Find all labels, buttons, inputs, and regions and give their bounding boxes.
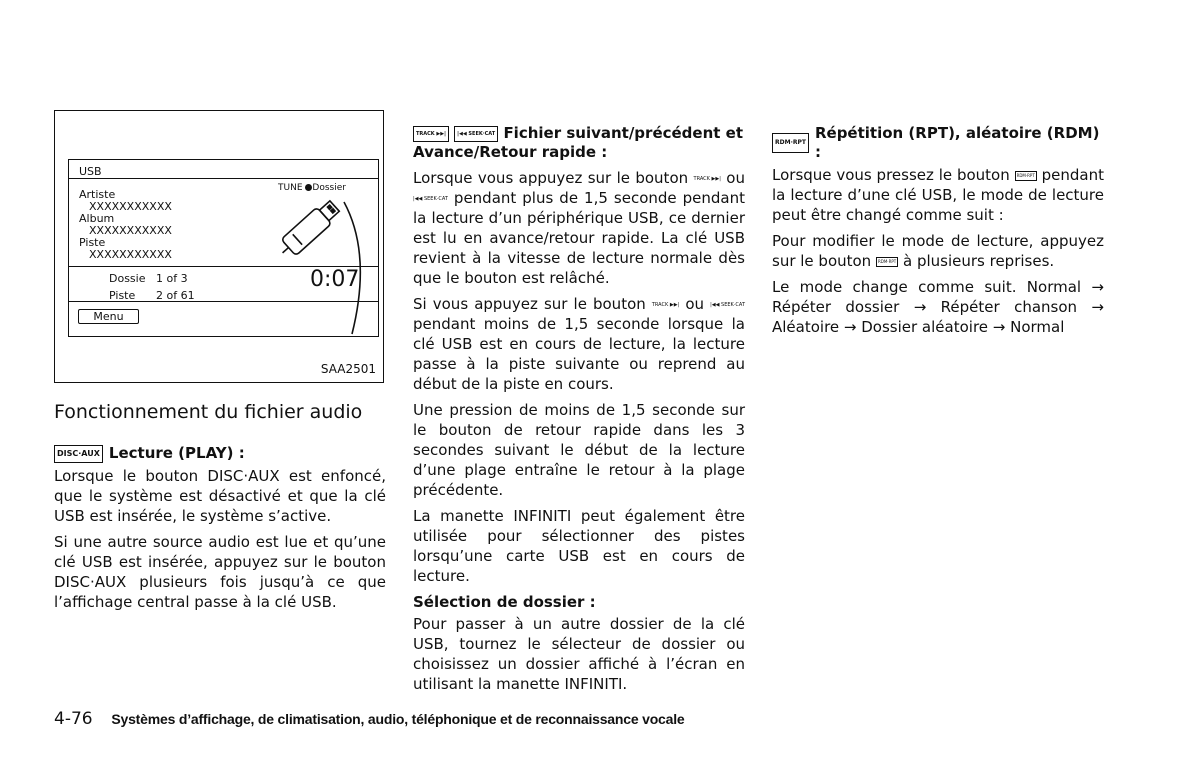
- seek-heading: Fichier suivant/précédent et Avance/Retour rapide :: [413, 124, 744, 161]
- folder-value: 1 of 3: [156, 272, 188, 285]
- column-3: [772, 124, 1104, 343]
- sub-heading: Sélection de dossier :: [413, 593, 596, 611]
- album-value: XXXXXXXXXXX: [89, 224, 172, 237]
- text: Lorsque vous appuyez sur le bouton: [413, 169, 689, 187]
- figure-code: SAA2501: [320, 362, 376, 376]
- text: Pour modifier le mode de lecture, appuyez sur le bouton: [772, 232, 1104, 270]
- paragraph: Si une autre source audio est lue et qu’une clé USB est insérée, appuyez sur le bouton DISC·AUX plusieurs fois jusqu’à ce que l’affichage central passe à la clé USB.: [54, 533, 386, 611]
- seek-prev-icon: |◀◀ SEEK·CAT: [413, 195, 448, 202]
- paragraph: Le mode change comme suit. Normal → Répéter dossier → Répéter chanson → Aléatoire → Dossier aléatoire → Normal: [772, 278, 1104, 336]
- paragraph: Une pression de moins de 1,5 seconde sur le bouton de retour rapide dans les 3 secondes suivant le début de la lecture d’une plage entraîne le retour à la plage précédente.: [413, 401, 745, 499]
- track-next-icon: TRACK ▶▶|: [693, 175, 721, 182]
- tune-label: TUNE: [278, 183, 303, 193]
- text: Si vous appuyez sur le bouton: [413, 295, 646, 313]
- track-label: Piste: [79, 236, 106, 249]
- text: pendant plus de 1,5 seconde pendant la lecture d’un périphérique USB, ce dernier est lu en avance/retour rapide. La clé USB revient à la vitesse de lecture normale dès que le bouton est relâché.: [413, 189, 745, 287]
- usb-display-figure: [54, 110, 384, 383]
- menu-button[interactable]: Menu: [78, 309, 139, 324]
- screen-title: USB: [79, 165, 102, 178]
- text: ou: [685, 295, 705, 313]
- track-next-icon: TRACK ▶▶|: [413, 126, 449, 142]
- rdm-rpt-button-icon: RDM·RPT: [876, 257, 898, 267]
- footer-title: Systèmes d’affichage, de climatisation, audio, téléphonique et de reconnaissance vocale: [111, 711, 685, 727]
- paragraph: [772, 165, 1104, 225]
- text: à plusieurs reprises.: [902, 252, 1055, 270]
- divider: [69, 301, 378, 302]
- elapsed-time: 0:07: [310, 267, 360, 292]
- paragraph: [413, 294, 745, 394]
- paragraph: [772, 231, 1104, 271]
- rdm-rpt-button-icon: RDM·RPT: [772, 133, 809, 153]
- play-heading-row: [54, 444, 386, 463]
- disc-aux-button-icon: DISC·AUX: [54, 445, 103, 463]
- section-title: Fonctionnement du fichier audio: [54, 401, 363, 423]
- divider: [69, 178, 378, 179]
- artist-label: Artiste: [79, 188, 116, 201]
- tune-indicator: [278, 183, 346, 193]
- piste-value: 2 of 61: [156, 289, 195, 302]
- paragraph: [413, 168, 745, 288]
- column-2: [413, 124, 745, 700]
- paragraph: Pour passer à un autre dossier de la clé USB, tournez le sélecteur de dossier ou choisissez un dossier affiché à l’écran en utilisant la manette INFINITI.: [413, 615, 745, 693]
- text: pendant moins de 1,5 seconde lorsque la clé USB est en cours de lecture, la lecture passe à la piste suivante ou reprend au début de la piste en cours.: [413, 315, 745, 393]
- seek-heading-row: [413, 124, 745, 162]
- album-label: Album: [79, 212, 115, 225]
- usb-screen: [68, 159, 379, 337]
- page-footer: [54, 709, 685, 729]
- paragraph: Lorsque le bouton DISC·AUX est enfoncé, que le système est désactivé et que la clé USB est insérée, le système s’active.: [54, 467, 386, 525]
- text: Lorsque vous pressez le bouton: [772, 166, 1010, 184]
- piste-label: Piste: [109, 289, 136, 302]
- rpt-heading: Répétition (RPT), aléatoire (RDM) :: [814, 124, 1100, 161]
- play-heading: Lecture (PLAY) :: [108, 444, 245, 462]
- page-number: 4-76: [54, 709, 93, 729]
- artist-value: XXXXXXXXXXX: [89, 200, 172, 213]
- text: ou: [726, 169, 745, 187]
- track-value: XXXXXXXXXXX: [89, 248, 172, 261]
- folder-label: Dossie: [109, 272, 146, 285]
- paragraph: La manette INFINITI peut également être utilisée pour sélectionner des pistes lorsqu’une carte USB est en cours de lecture.: [413, 507, 745, 585]
- column-1: [54, 444, 386, 618]
- rdm-rpt-button-icon: RDM·RPT: [1015, 171, 1037, 181]
- rpt-heading-row: [772, 124, 1104, 162]
- text: pendant la lecture d’une clé USB, le mode de lecture peut être changé comme suit :: [772, 166, 1104, 224]
- seek-prev-icon: |◀◀ SEEK·CAT: [710, 301, 745, 308]
- tune-suffix: Dossier: [312, 183, 346, 193]
- track-next-icon: TRACK ▶▶|: [651, 301, 680, 308]
- seek-prev-icon: |◀◀ SEEK·CAT: [454, 126, 498, 142]
